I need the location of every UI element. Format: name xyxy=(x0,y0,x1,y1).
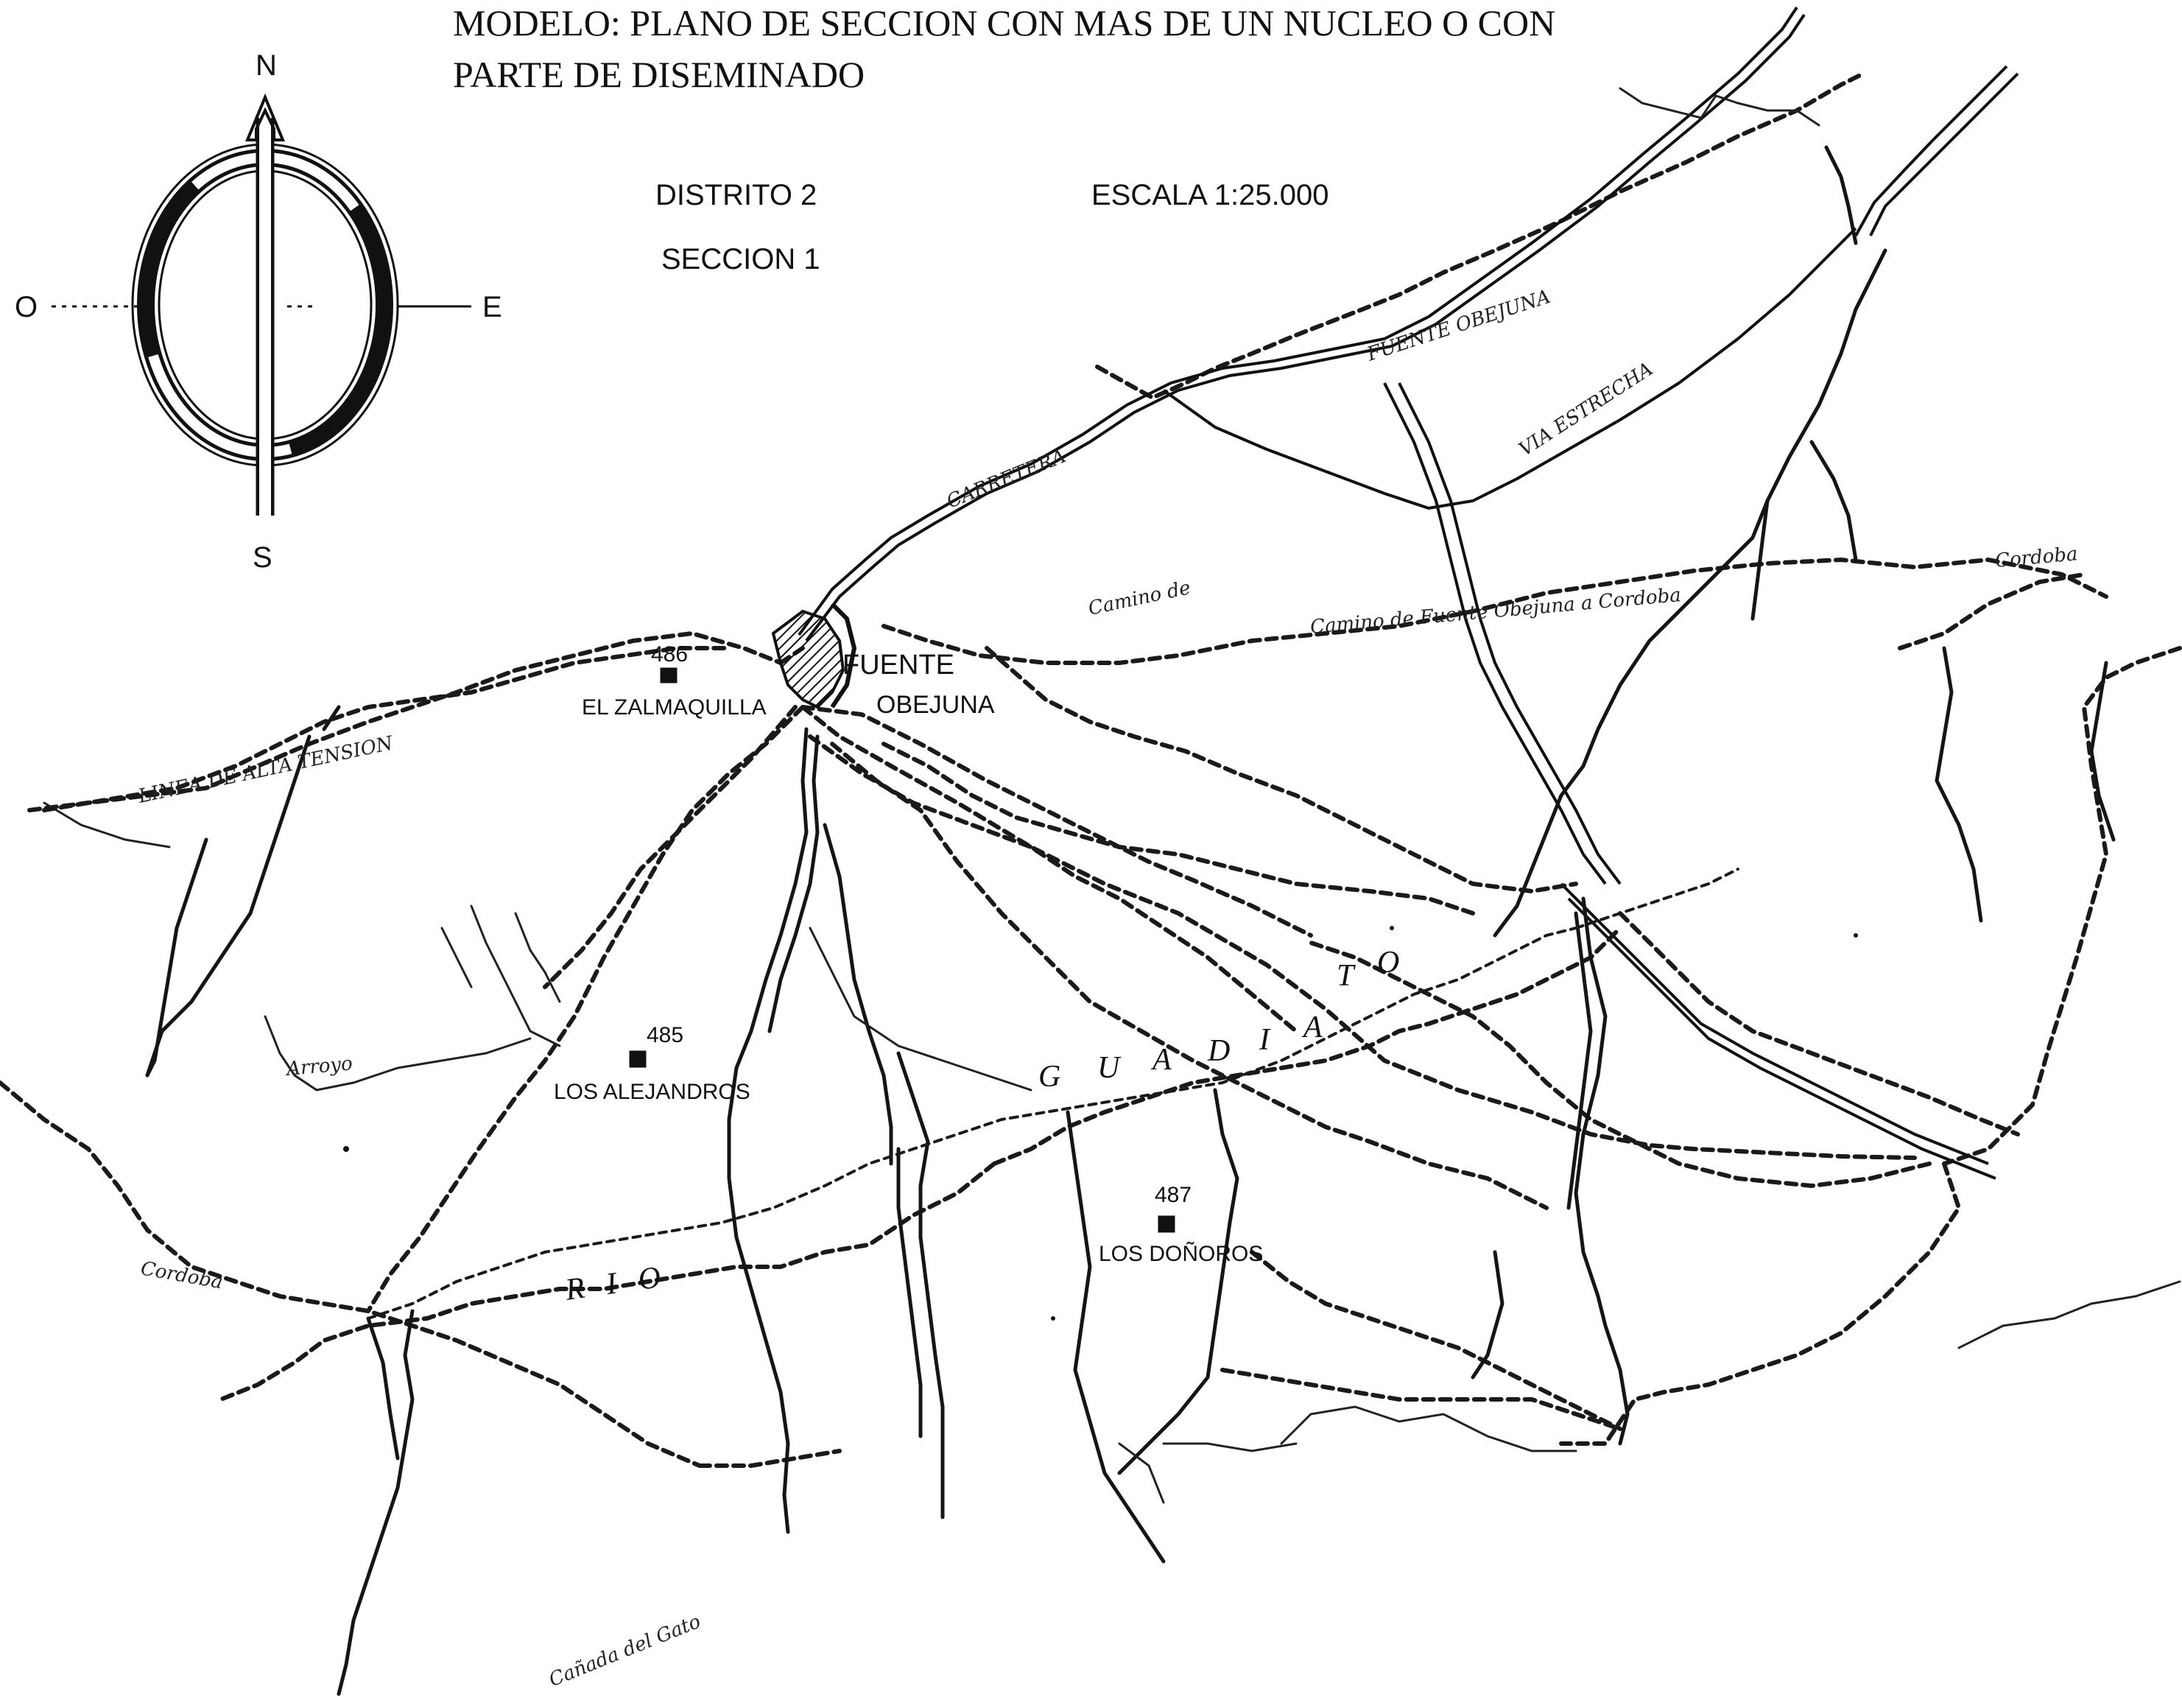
settlement-name: LOS ALEJANDROS xyxy=(554,1080,750,1104)
label-cordoba-sw: Cordoba xyxy=(138,1257,225,1294)
main-road-carretera xyxy=(799,7,1804,641)
label-arroyo: Arroyo xyxy=(285,1052,353,1080)
streams xyxy=(44,88,2180,1694)
river-letter: A xyxy=(1303,1011,1323,1044)
river-letter: T xyxy=(1337,959,1354,993)
settlement-code: 487 xyxy=(1155,1183,1192,1207)
distrito-label: DISTRITO 2 xyxy=(655,179,817,211)
scale-label: ESCALA 1:25.000 xyxy=(1091,179,1329,211)
compass-west-label: O xyxy=(15,291,38,323)
section-boundary xyxy=(803,74,2180,1444)
settlement-marker-icon xyxy=(661,669,676,682)
label-via-estrecha: VIA ESTRECHA xyxy=(1515,358,1658,461)
river-rio-label: RIO xyxy=(563,1257,685,1307)
settlement-code: 485 xyxy=(647,1023,684,1047)
settlement-487 xyxy=(1099,1183,1263,1266)
label-camino-de: Camino de xyxy=(1086,577,1193,620)
river-letter: D xyxy=(1208,1034,1231,1068)
road-labels xyxy=(136,286,2078,1692)
label-camino-fuente-obejuna-cordoba: Camino de Fuente Obejuna a Cordoba xyxy=(1309,584,1682,639)
river-letter: O xyxy=(1377,946,1400,980)
river-name xyxy=(563,946,1399,1307)
map-title-line2: PARTE DE DISEMINADO xyxy=(453,54,865,95)
river-letter: I xyxy=(1259,1023,1270,1057)
label-cordoba-ne: Cordoba xyxy=(1993,543,2079,572)
town-label xyxy=(842,650,995,719)
compass-east-label: E xyxy=(482,291,502,323)
town-name-line2: OBEJUNA xyxy=(876,691,995,719)
settlement-name: LOS DOÑOROS xyxy=(1099,1242,1264,1266)
label-fuente-obejuna-road: FUENTE OBEJUNA xyxy=(1364,285,1553,366)
compass-north-label: N xyxy=(256,49,277,82)
river-letter: G xyxy=(1038,1060,1061,1094)
river-letter: A xyxy=(1152,1043,1172,1077)
compass-rose xyxy=(15,49,502,574)
settlement-marker-icon xyxy=(630,1052,645,1066)
settlement-marker-icon xyxy=(1159,1217,1174,1231)
label-linea-alta-tension: LINEA DE ALTA TENSION xyxy=(136,732,395,808)
seccion-label: SECCION 1 xyxy=(661,243,820,275)
map-title-line1: MODELO: PLANO DE SECCION CON MAS DE UN NUCLEO O CON xyxy=(453,2,1556,43)
label-canada-del-gato: Cañada del Gato xyxy=(546,1610,704,1692)
settlement-485 xyxy=(554,1023,750,1104)
river-letter: U xyxy=(1097,1051,1120,1085)
settlement-code: 486 xyxy=(651,642,689,667)
compass-south-label: S xyxy=(253,541,272,574)
settlement-486 xyxy=(582,642,767,720)
settlement-name: EL ZALMAQUILLA xyxy=(582,695,767,720)
diagonal-road-se xyxy=(1384,383,1996,1178)
town-name-line1: FUENTE xyxy=(842,650,954,681)
label-carretera: CARRETERA xyxy=(943,445,1069,513)
